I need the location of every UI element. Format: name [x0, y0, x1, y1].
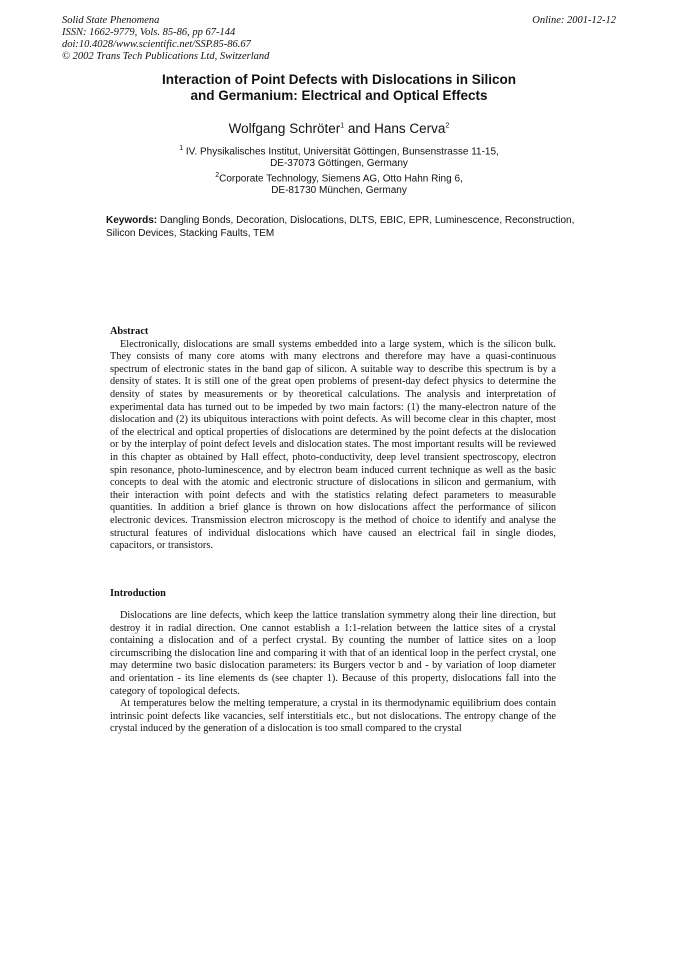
introduction-paragraph-1: Dislocations are line defects, which keep the lattice translation symmetry along their line direction, but destroy it in radial direction. One cannot establish a 1:1-relation between the lattice sites of a crystal containing a dislocation and of a perfect crystal. By counting the number of lattice sites on a loop circumscribing the dislocation line and comparing it with that of an identical loop in the perfect crystal, one may determine two basic dislocation parameters: its Burgers vector b and - by variation of loop diameter and orientation - its line elements ds (see chapter 1). Because of this property, dislocations fall into the category of topological defects.	[110, 610, 556, 697]
title-line-2: and Germanium: Electrical and Optical Effects	[190, 88, 488, 103]
author-2-mark: 2	[445, 122, 450, 130]
abstract-heading: Abstract	[110, 326, 149, 337]
author-line	[100, 121, 578, 136]
affiliation-1	[100, 143, 578, 170]
author-1: Wolfgang Schröter	[228, 121, 341, 136]
paper-title	[100, 72, 578, 104]
abstract-section	[110, 326, 556, 553]
keywords-label: Keywords:	[106, 215, 158, 226]
introduction-paragraph-2: At temperatures below the melting temperature, a crystal in its thermodynamic equilibrium does contain intrinsic point defects like vacancies, self interstitials etc., but not dislocations. The entropy change of the crystal induced by the generation of a dislocation is too small compared to the crystal	[110, 698, 556, 735]
journal-name: Solid State Phenomena	[62, 15, 160, 26]
affiliation-1-line-1: IV. Physikalisches Institut, Universität Göttingen, Bunsenstrasse 11-15,	[183, 146, 499, 158]
affiliation-2-line-2: DE-81730 München, Germany	[271, 185, 407, 197]
title-line-1: Interaction of Point Defects with Dislocations in Silicon	[161, 72, 517, 87]
introduction-heading: Introduction	[110, 588, 166, 599]
abstract-text: Electronically, dislocations are small systems embedded into a large system, which is the silicon bulk. They consists of many core atoms with many electrons and therefore may have a quasi-continuous spectrum of electronic states in the band gap of silicon. A suitable way to describe this spectrum is by a density of states. It is still one of the great open problems of present-day defect physics to determine the density of states by measurements or by theoretical calculations. The analysis and interpretation of experimental data has turned out to be impeded by two main factors: (1) the many-electron nature of the dislocation and (2) its ubiquitous interactions with point defects. As will become clear in this chapter, most of the electrical and optical properties of dislocations are determined by the point defects at the dislocation or by the interplay of point defect levels and dislocation states. The most important results will be reviewed in this chapter as obtained by Hall effect, photo-conductivity, deep level transient spectroscopy, electron spin resonance, photo-luminescence, and by electron beam induced current technique as well as the basic concepts to deal with the atomic and electronic structure of dislocations in silicon and germanium, with their interaction with point defects and with the statistics relating defect parameters to measurable quantities. In addition a brief glance is thrown on how dislocations affect the performance of silicon electronic devices. Transmission electron microscopy is the method of choice to identify and analyse the structural features of individual dislocations which have caused an electrical fail in single diodes, capacitors, or transistors.	[110, 338, 556, 552]
journal-header	[62, 15, 269, 63]
doi-line: doi:10.4028/www.scientific.net/SSP.85-86.67	[62, 39, 251, 50]
keywords	[106, 214, 576, 240]
affiliation-2	[100, 170, 578, 197]
keywords-text: Dangling Bonds, Decoration, Dislocations, DLTS, EBIC, EPR, Luminescence, Reconstruction, Silicon Devices, Stacking Faults, TEM	[106, 215, 575, 239]
affiliation-1-line-2: DE-37073 Göttingen, Germany	[270, 158, 408, 170]
author-join: and	[344, 121, 375, 136]
affiliation-2-line-1: Corporate Technology, Siemens AG, Otto Hahn Ring 6,	[219, 173, 463, 185]
issn-line: ISSN: 1662-9779, Vols. 85-86, pp 67-144	[62, 27, 236, 38]
online-date: Online: 2001-12-12	[532, 15, 616, 26]
author-2: Hans Cerva	[374, 121, 446, 136]
introduction-section	[110, 610, 556, 736]
affiliation-1-mark: 1	[179, 145, 184, 152]
author-1-mark: 1	[340, 122, 345, 130]
affiliation-2-mark: 2	[215, 172, 220, 179]
copyright-line: © 2002 Trans Tech Publications Ltd, Switzerland	[62, 51, 270, 62]
